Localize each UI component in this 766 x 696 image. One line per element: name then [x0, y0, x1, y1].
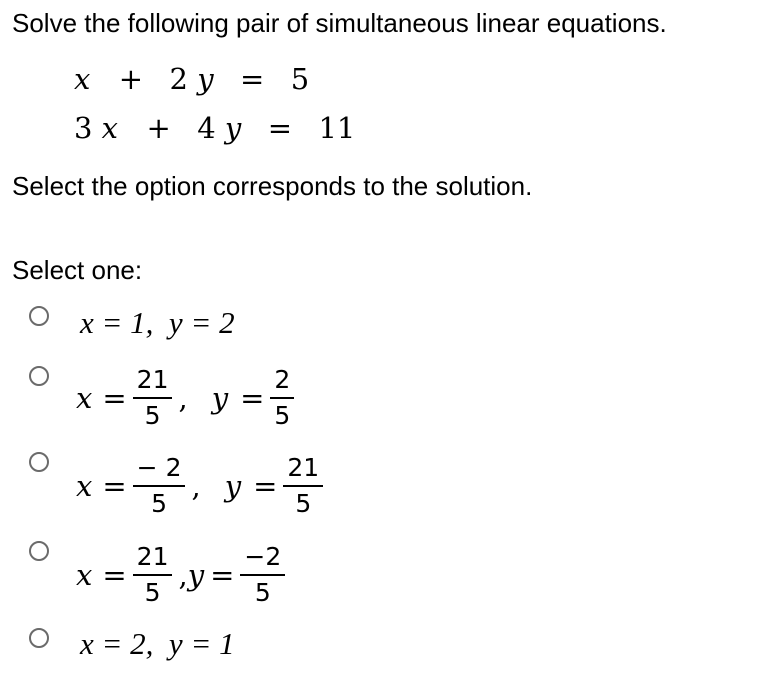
option-2-radio[interactable]: [29, 366, 49, 386]
option-3-x-fraction: [133, 451, 186, 521]
option-3-y-denominator: 5: [295, 489, 312, 518]
option-2-x-fraction: [133, 363, 173, 433]
option-2-y-var: y: [211, 381, 229, 415]
option-4-y-var: y: [187, 558, 205, 592]
option-4-x-denominator: 5: [144, 578, 161, 607]
eq1-equals: =: [240, 62, 265, 96]
option-2-y-denominator: 5: [274, 401, 291, 430]
option-3-radio[interactable]: [29, 452, 49, 472]
option-4-y-equals: =: [210, 558, 235, 592]
option-3-y-equals: =: [253, 469, 278, 503]
option-4-y-numerator: −2: [244, 542, 282, 571]
eq2-rhs: 11: [318, 111, 356, 145]
select-one-label: Select one:: [12, 255, 143, 285]
option-4-label[interactable]: [76, 535, 291, 615]
option-4-y-denominator: 5: [254, 578, 271, 607]
question-text: Solve the following pair of simultaneous linear equations.: [12, 8, 667, 38]
option-2-equals: =: [102, 381, 127, 415]
eq2-y: y: [224, 111, 242, 145]
option-3-y-numerator: 21: [287, 453, 320, 482]
eq2-plus: +: [146, 111, 171, 145]
eq1-plus: +: [118, 62, 144, 96]
option-2-x-var: x: [76, 381, 93, 415]
equation-2: [74, 111, 355, 145]
option-3-y-fraction: [283, 451, 323, 521]
eq2-equals: =: [267, 111, 293, 145]
instruction-text: Select the option corresponds to the solution.: [12, 171, 533, 201]
option-3-x-denominator: 5: [151, 489, 168, 518]
option-2-y-equals: =: [240, 381, 265, 415]
option-2-x-numerator: 21: [136, 365, 169, 394]
eq1-x: x: [74, 62, 91, 96]
option-2-label[interactable]: [76, 358, 300, 438]
eq2-coef-x: 3: [74, 111, 93, 145]
option-3-equals: =: [102, 469, 127, 503]
option-2-comma: ,: [178, 381, 188, 415]
option-5-radio[interactable]: [29, 628, 49, 648]
option-2-y-fraction: [270, 363, 294, 433]
option-1-label[interactable]: [80, 305, 235, 341]
option-1-text: x = 1, y = 2: [80, 305, 235, 340]
option-5-text: x = 2, y = 1: [80, 626, 235, 661]
eq2-coef-y: 4: [197, 111, 216, 145]
equation-1: [74, 62, 309, 96]
option-4-equals: =: [102, 558, 127, 592]
option-3-label[interactable]: [76, 446, 329, 526]
option-4-x-var: x: [76, 558, 93, 592]
option-4-radio[interactable]: [29, 541, 49, 561]
option-5-label[interactable]: [80, 626, 235, 662]
option-4-x-numerator: 21: [136, 542, 169, 571]
option-1-radio[interactable]: [29, 306, 49, 326]
option-2-x-denominator: 5: [144, 401, 161, 430]
eq1-y: y: [197, 62, 214, 96]
eq1-coef-y: 2: [169, 62, 188, 96]
option-3-x-numerator: − 2: [136, 453, 182, 482]
option-3-y-var: y: [224, 469, 242, 503]
option-2-y-numerator: 2: [274, 365, 291, 394]
option-4-x-fraction: [133, 540, 173, 610]
option-3-comma: ,: [191, 469, 201, 503]
option-4-comma: ,: [178, 558, 188, 592]
eq2-x: x: [101, 111, 119, 145]
option-4-y-fraction: [240, 540, 285, 610]
option-3-x-var: x: [76, 469, 93, 503]
eq1-rhs: 5: [290, 62, 310, 96]
